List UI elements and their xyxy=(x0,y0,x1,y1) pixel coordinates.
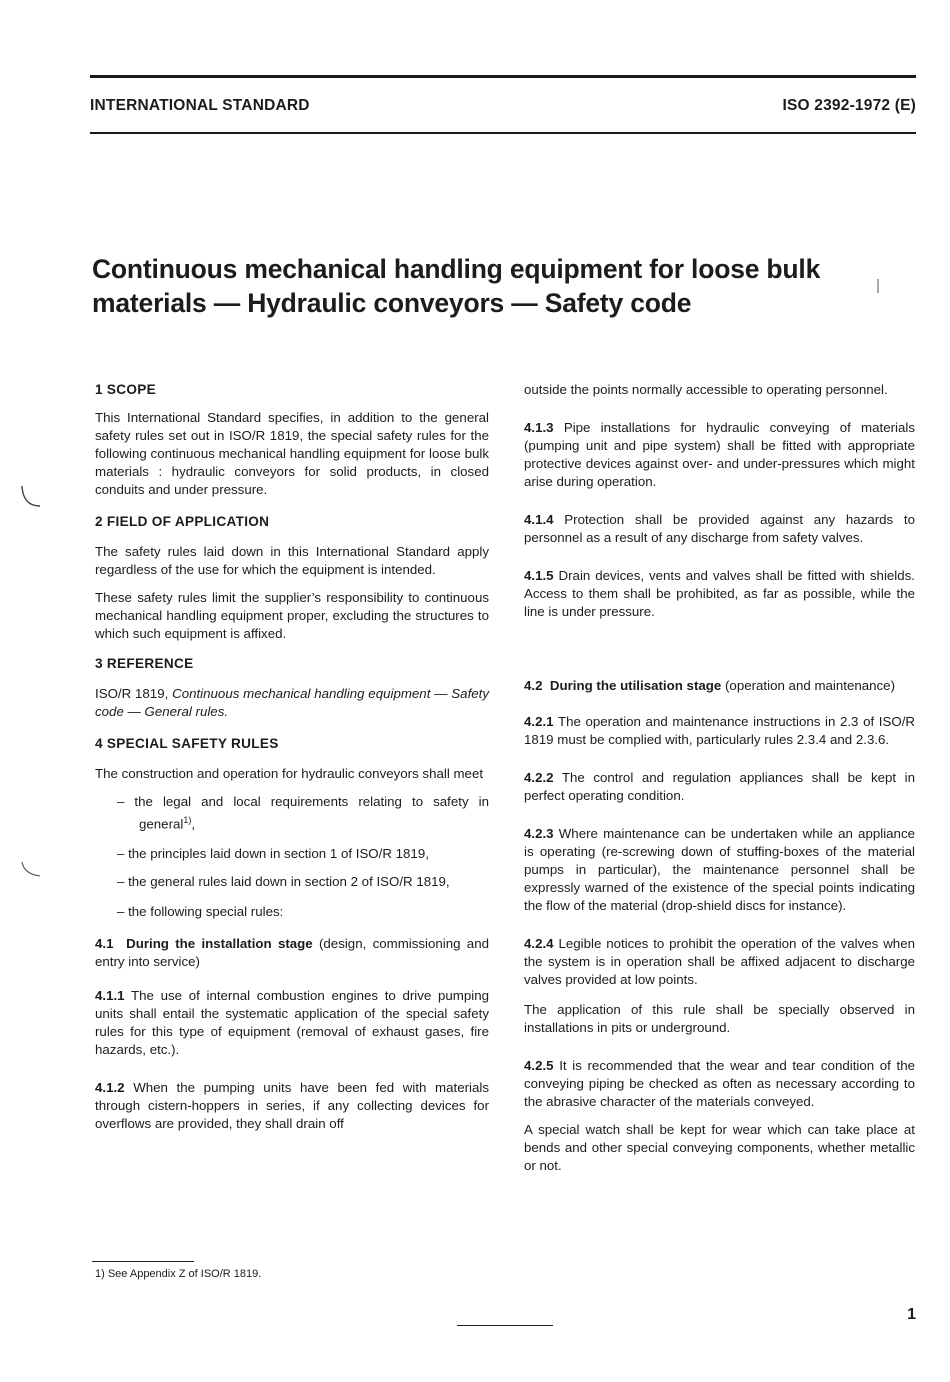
scan-mark-title xyxy=(876,279,880,293)
document-type-label: INTERNATIONAL STANDARD xyxy=(90,97,310,114)
section-4-1-2-text: When the pumping units have been fed with materials through cistern-hoppers in series, if any collecting devices for overflows are provided, they shall drain off xyxy=(95,1080,489,1132)
section-4-2-5-paragraph-2: A special watch shall be kept for wear which can take place at bends and other special conveying components, whether metallic or not. xyxy=(524,1122,915,1173)
scan-mark-upper xyxy=(18,484,42,512)
title-line-2: materials — Hydraulic conveyors — Safety code xyxy=(92,288,692,318)
section-4-2-4-text: Legible notices to prohibit the operation of the valves when the system is in operation shall be affixed adjacent to discharge valves provided at low points. xyxy=(524,936,915,987)
section-4-1-5-number: 4.1.5 xyxy=(524,568,554,583)
list-item-legal xyxy=(117,793,489,833)
continued-text: outside the points normally accessible to operating personnel. xyxy=(524,382,888,397)
section-4-2-1-text: The operation and maintenance instructions in 2.3 of ISO/R 1819 must be complied with, particularly rules 2.3.4 and 2.3.6. xyxy=(524,714,915,747)
section-4-1-5 xyxy=(524,567,915,621)
footnote: 1) See Appendix Z of ISO/R 1819. xyxy=(95,1268,262,1280)
section-4-1-1 xyxy=(95,987,489,1059)
section-4-2-number: 4.2 xyxy=(524,678,543,693)
section-4-1-2-number: 4.1.2 xyxy=(95,1080,125,1096)
standard-number: ISO 2392-1972 (E) xyxy=(782,97,916,114)
right-column xyxy=(524,381,915,1175)
section-4-1-2 xyxy=(95,1079,489,1133)
section-4-2-rest: (operation and maintenance) xyxy=(721,678,896,693)
section-2-paragraph-2: These safety rules limit the supplier’s responsibility to continuous mechanical handling equipment proper, excluding the structures to which such equipment is affixed. xyxy=(95,590,489,641)
list-item-legal-text: – the legal and local requirements relating to safety in general xyxy=(117,794,489,832)
section-4-2-3-text: Where maintenance can be undertaken while an appliance is operating (re-screwing down of stuffing-boxes of the material pumps in particular), the maintenance personnel shall be expressly warned of the existence of the special points indicating the flow of the material (drop-shield discs for instance). xyxy=(524,826,915,913)
section-4-2-4-paragraph-2: The application of this rule shall be specially observed in installations in pits or underground. xyxy=(524,1002,915,1035)
section-4-1 xyxy=(95,935,489,971)
section-4-2-4 xyxy=(524,935,915,989)
list-item-principles: – the principles laid down in section 1 of ISO/R 1819, xyxy=(117,846,429,862)
section-4-2-2-number: 4.2.2 xyxy=(524,770,554,785)
section-4-1-1-text: The use of internal combustion engines to drive pumping units shall entail the systematic application of the special safety rules for this type of equipment (removal of exhaust gases, fire hazards, etc.). xyxy=(95,988,489,1058)
footnote-ref: 1) xyxy=(183,815,192,825)
section-2-paragraph-1: The safety rules laid down in this International Standard apply regardless of the use for which the equipment is intended. xyxy=(95,544,489,577)
section-1-text: This International Standard specifies, in addition to the general safety rules set out in ISO/R 1819, the special safety rules for the following continuous mechanical handling equipment for loose bulk materials : hydraulic conveyors for solid products, in closed conduits and under pressure. xyxy=(95,410,489,497)
section-2-heading: 2 FIELD OF APPLICATION xyxy=(95,514,270,529)
section-4-1-4-number: 4.1.4 xyxy=(524,512,554,527)
section-4-2-1-number: 4.2.1 xyxy=(524,714,554,729)
section-4-1-4-text: Protection shall be provided against any hazards to personnel as a result of any discharge from safety valves. xyxy=(524,512,915,545)
section-4-2-4-number: 4.2.4 xyxy=(524,936,554,951)
section-4-1-1-number: 4.1.1 xyxy=(95,988,125,1004)
title-line-1: Continuous mechanical handling equipment for loose bulk xyxy=(92,254,821,284)
header-bottom-rule xyxy=(90,132,916,134)
page-number: 1 xyxy=(907,1306,916,1323)
section-3-heading: 3 REFERENCE xyxy=(95,656,194,671)
section-3-reference xyxy=(95,685,489,721)
header-top-rule xyxy=(90,75,916,78)
section-4-1-3-text: Pipe installations for hydraulic conveying of materials (pumping unit and pipe system) shall be fitted with appropriate protective devices against over- and under-pressures which might arise during operation. xyxy=(524,420,915,489)
section-4-1-5-text: Drain devices, vents and valves shall be fitted with shields. Access to them shall be prohibited, as far as possible, while the line is under pressure. xyxy=(524,568,915,619)
section-1-heading: 1 SCOPE xyxy=(95,382,157,397)
section-4-2-2 xyxy=(524,769,915,805)
footnote-rule xyxy=(92,1261,194,1262)
section-4-heading: 4 SPECIAL SAFETY RULES xyxy=(95,736,279,751)
section-4-1-rest: (design, commissioning and entry into service) xyxy=(95,936,489,970)
section-4-2-2-text: The control and regulation appliances shall be kept in perfect operating condition. xyxy=(524,770,915,803)
list-item-legal-end: , xyxy=(191,816,196,832)
left-column xyxy=(95,381,489,1133)
section-4-2 xyxy=(524,677,915,695)
page-footer-rule xyxy=(457,1325,553,1326)
section-4-1-4 xyxy=(524,511,915,547)
scan-mark-lower xyxy=(18,860,42,882)
section-4-1-3 xyxy=(524,419,915,491)
list-item-general-rules: – the general rules laid down in section 2 of ISO/R 1819, xyxy=(117,874,450,890)
section-4-intro: The construction and operation for hydraulic conveyors shall meet xyxy=(95,766,484,781)
section-4-2-5-text: It is recommended that the wear and tear condition of the conveying piping be checked as often as necessary according to the abrasive character of the materials conveyed. xyxy=(524,1058,915,1109)
document-title xyxy=(92,252,912,320)
reference-title: Continuous mechanical handling equipment — Safety code — General rules. xyxy=(95,686,489,719)
reference-code: ISO/R 1819, xyxy=(95,686,173,701)
section-4-2-3-number: 4.2.3 xyxy=(524,826,554,841)
list-item-special-rules: – the following special rules: xyxy=(117,904,284,920)
section-4-1-number: 4.1 xyxy=(95,936,114,952)
section-4-2-1 xyxy=(524,713,915,749)
section-4-1-3-number: 4.1.3 xyxy=(524,420,554,435)
section-4-2-title: During the utilisation stage xyxy=(549,678,722,693)
section-4-1-title: During the installation stage xyxy=(126,936,313,952)
section-4-2-5-number: 4.2.5 xyxy=(524,1058,554,1073)
section-4-2-3 xyxy=(524,825,915,915)
section-4-2-5 xyxy=(524,1057,915,1111)
